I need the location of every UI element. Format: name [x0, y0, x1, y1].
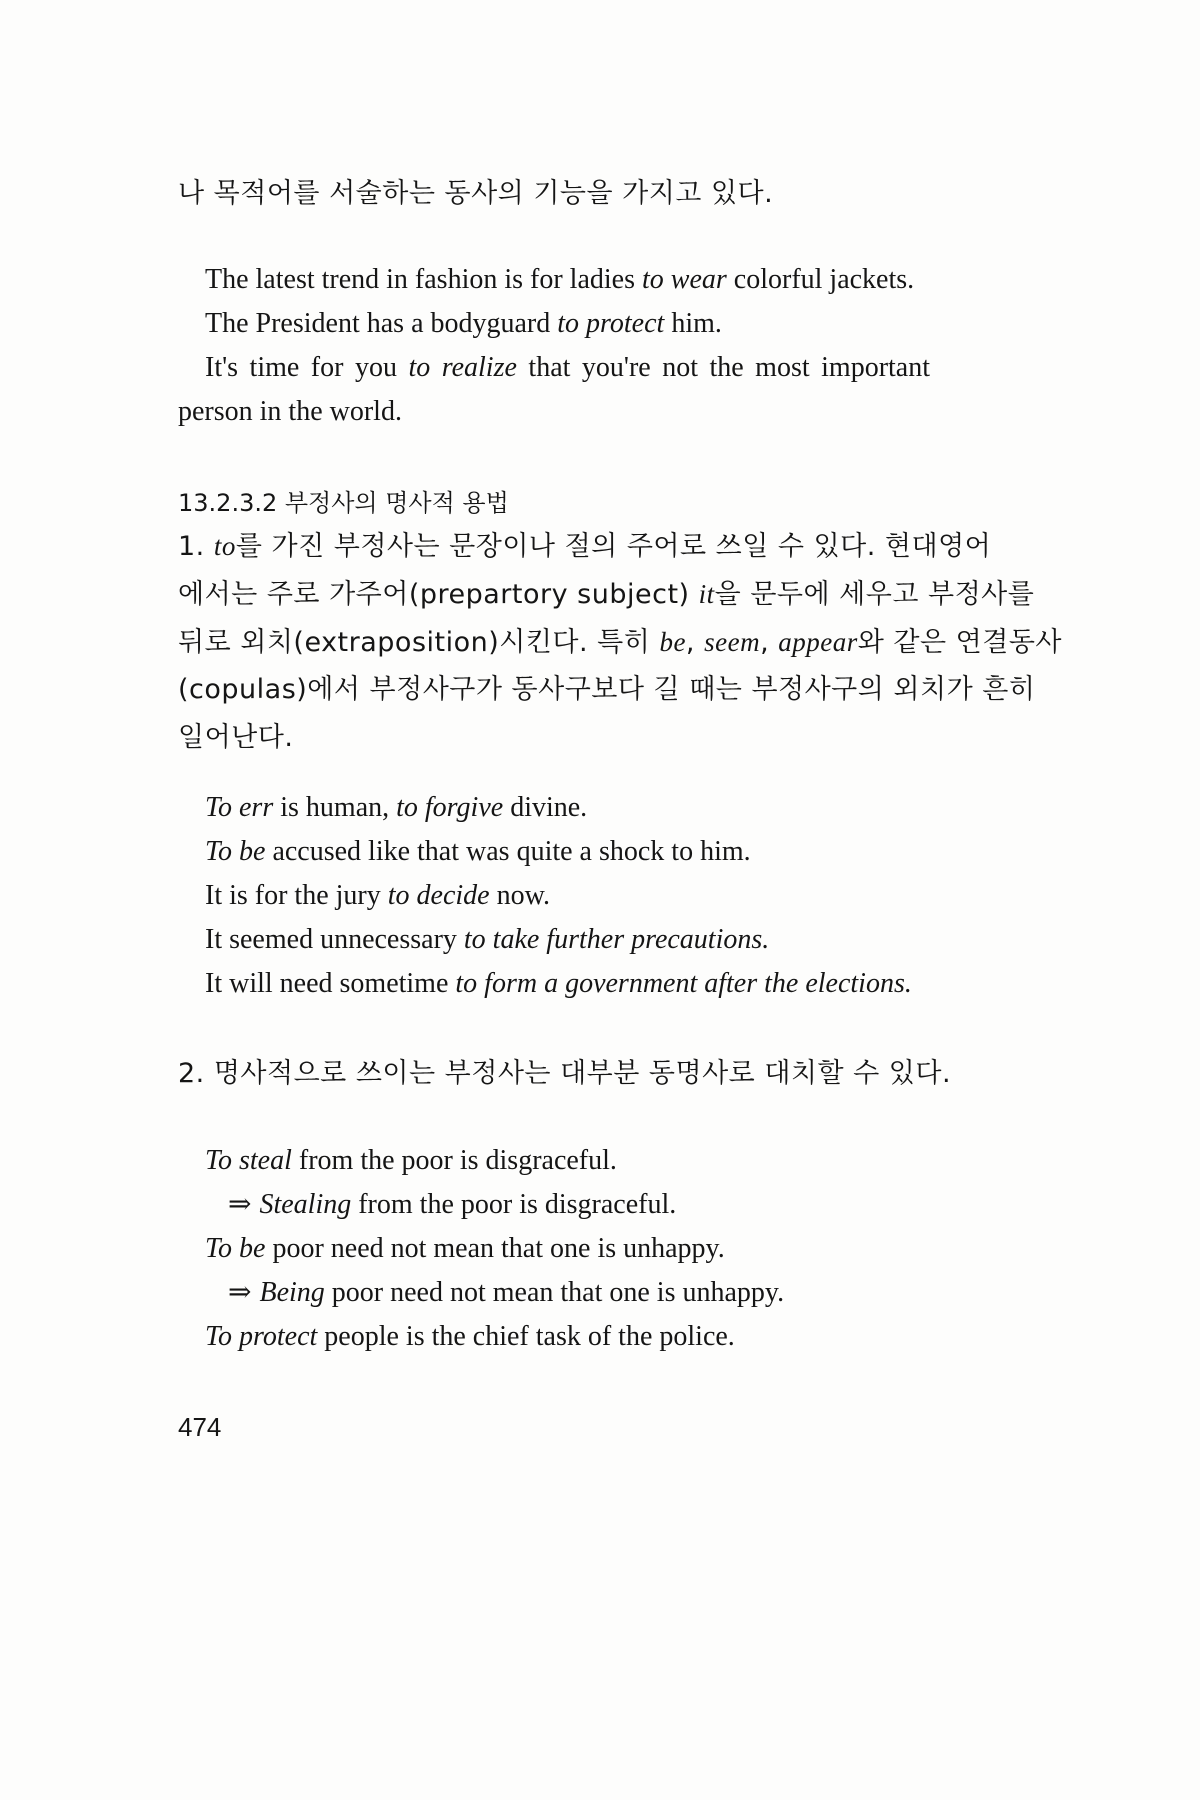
intro-line: 나 목적어를 서술하는 동사의 기능을 가지고 있다. — [178, 178, 774, 209]
example-c1 — [205, 1143, 617, 1179]
example-c2-alt-text: poor need not mean that one is unhappy. — [324, 1277, 785, 1308]
arrow-icon: ⇒ — [228, 1277, 252, 1308]
example-b5 — [205, 966, 912, 1002]
example-a2 — [205, 306, 722, 342]
example-a3-text-end: that you're not the most important — [516, 352, 931, 383]
example-b2 — [205, 834, 751, 870]
example-b4-text: It seemed unnecessary — [205, 924, 464, 955]
example-b1 — [205, 790, 587, 826]
example-c1-gerund: Stealing — [259, 1189, 352, 1220]
example-b3-text: It is for the jury — [205, 880, 388, 911]
para1-line1 — [178, 528, 992, 565]
para1-line3-text: 뒤로 외치(extraposition)시킨다. 특히 — [178, 627, 660, 658]
example-a2-infinitive: to protect — [557, 308, 665, 339]
example-a3-text: It's time for you — [205, 352, 409, 383]
example-a3-infinitive: to realize — [408, 352, 517, 383]
example-a1 — [205, 262, 914, 298]
example-a2-text: The President has a bodyguard — [205, 308, 558, 339]
para1-line2 — [178, 576, 1035, 613]
example-b3-infinitive: to decide — [387, 880, 490, 911]
para1-line4: (copulas)에서 부정사구가 동사구보다 길 때는 부정사구의 외치가 흔히 — [178, 674, 1036, 705]
para1-line2-text: 에서는 주로 가주어(prepartory subject) — [178, 579, 699, 610]
example-c1-alt-text: from the poor is disgraceful. — [351, 1189, 677, 1220]
example-a3-line1 — [205, 350, 930, 386]
example-c3-text: people is the chief task of the police. — [317, 1321, 735, 1352]
example-b2-infinitive: To be — [205, 836, 266, 867]
example-b4 — [205, 922, 769, 958]
example-a1-infinitive: to wear — [642, 264, 727, 295]
example-b1-infinitive: To err — [205, 792, 274, 823]
example-b2-text: accused like that was quite a shock to him. — [265, 836, 751, 867]
page-number: 474 — [178, 1412, 222, 1442]
para1-term-to: to — [213, 531, 236, 561]
example-b1-text-end: divine. — [503, 792, 588, 823]
example-c3-infinitive: To protect — [205, 1321, 318, 1352]
example-b3-text-end: now. — [489, 880, 550, 911]
example-a3-line2: person in the world. — [178, 396, 402, 427]
para1-line3 — [178, 624, 1062, 661]
arrow-icon: ⇒ — [228, 1189, 252, 1220]
para1-comma: , — [685, 627, 705, 658]
para1-comma: , — [760, 627, 779, 658]
example-b4-infinitive: to take further precautions. — [463, 924, 770, 955]
para1-line5: 일어난다. — [178, 722, 294, 753]
example-c1-text: from the poor is disgraceful. — [291, 1145, 617, 1176]
para2: 2. 명사적으로 쓰이는 부정사는 대부분 동명사로 대치할 수 있다. — [178, 1058, 952, 1089]
para1-number: 1. — [178, 531, 214, 562]
example-c1-infinitive: To steal — [205, 1145, 292, 1176]
example-b3 — [205, 878, 550, 914]
example-c2-infinitive: To be — [205, 1233, 266, 1264]
example-c2 — [205, 1231, 725, 1267]
section-heading: 13.2.3.2 부정사의 명사적 용법 — [178, 489, 509, 517]
example-c1-alt — [228, 1187, 676, 1223]
example-c2-text: poor need not mean that one is unhappy. — [265, 1233, 725, 1264]
example-b5-infinitive: to form a government after the elections. — [455, 968, 912, 999]
para1-term-seem: seem — [704, 627, 761, 657]
example-a1-text-end: colorful jackets. — [726, 264, 915, 295]
para1-term-be: be — [659, 627, 686, 657]
example-a2-text-end: him. — [664, 308, 722, 339]
example-c2-alt — [228, 1275, 784, 1311]
example-c3 — [205, 1319, 735, 1355]
example-b1-infinitive-2: to forgive — [396, 792, 504, 823]
example-b5-text: It will need sometime — [205, 968, 456, 999]
para1-text: 를 가진 부정사는 문장이나 절의 주어로 쓰일 수 있다. 현대영어 — [235, 531, 992, 562]
example-b1-text: is human, — [273, 792, 397, 823]
para1-term-appear: appear — [778, 627, 858, 657]
para1-line2-text-end: 을 문두에 세우고 부정사를 — [714, 579, 1035, 610]
example-c2-gerund: Being — [259, 1277, 325, 1308]
para1-line3-text-end: 와 같은 연결동사 — [857, 627, 1062, 658]
example-a1-text: The latest trend in fashion is for ladies — [205, 264, 642, 295]
para1-term-it: it — [698, 579, 715, 609]
